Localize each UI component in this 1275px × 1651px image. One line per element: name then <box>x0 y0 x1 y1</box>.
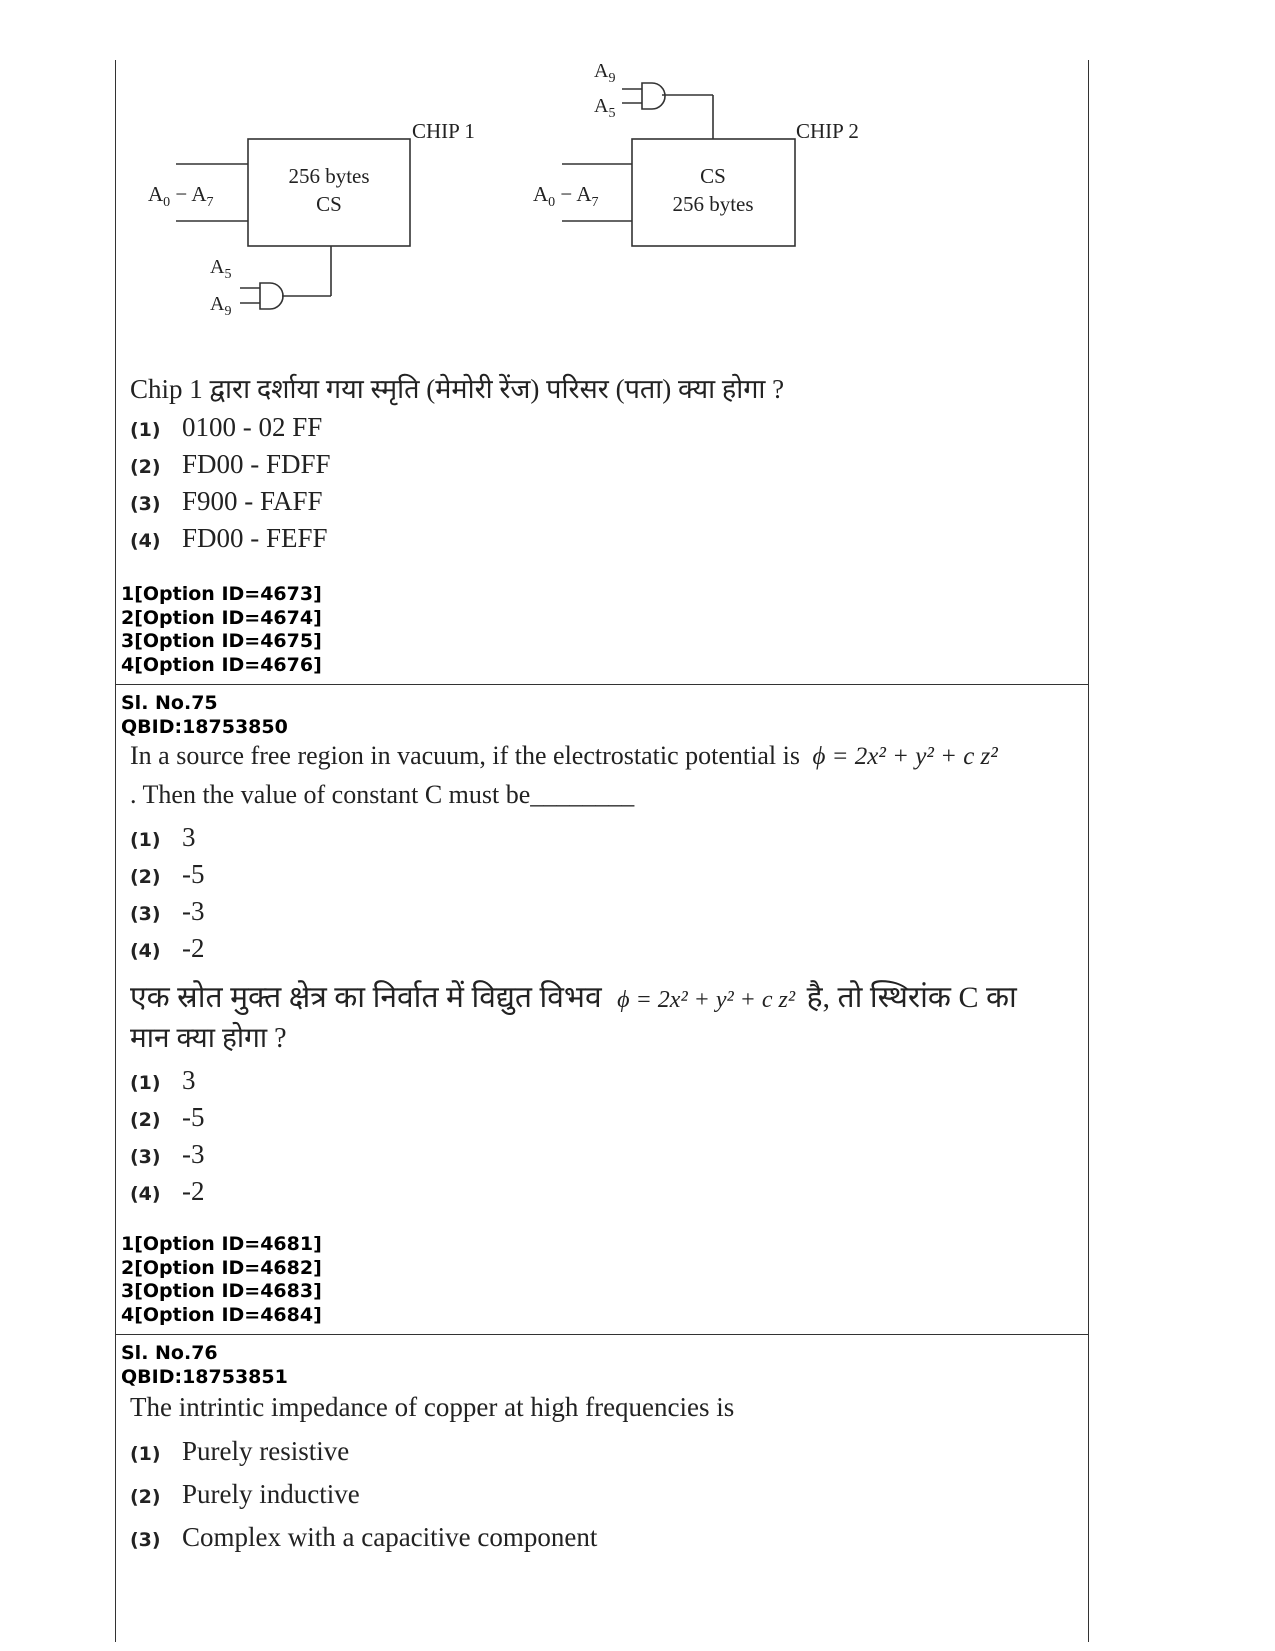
question-text-hindi: एक स्रोत मुक्त क्षेत्र का निर्वात में विद्युत विभव <box>130 981 602 1014</box>
option-text: -2 <box>182 1176 205 1206</box>
memory-chip-diagram <box>0 0 1275 340</box>
q75-hi-option-1[interactable] <box>130 1065 196 1096</box>
q76-option-1[interactable] <box>130 1436 349 1467</box>
option-number: (4) <box>130 530 161 552</box>
q75-option-1[interactable] <box>130 822 196 853</box>
chip1-size: 256 bytes <box>288 164 370 188</box>
option-number: (3) <box>130 1529 161 1551</box>
option-text: 3 <box>182 1065 196 1095</box>
chip1-address-label: $A_0 - A_7$ <box>148 182 214 210</box>
q75-option-3[interactable] <box>130 896 205 927</box>
option-text: -3 <box>182 1139 205 1169</box>
option-number: (2) <box>130 1486 161 1508</box>
option-number: (2) <box>130 866 161 888</box>
gate2-input-a5: $A_5$ <box>594 95 616 121</box>
q76-header <box>121 1341 288 1389</box>
and-gate-chip2 <box>642 83 665 109</box>
q75-question-hi-line1 <box>130 975 1017 1016</box>
option-id: 4[Option ID=4676] <box>121 653 322 676</box>
section-divider <box>115 1334 1089 1335</box>
option-number: (3) <box>130 493 161 515</box>
gate1-input-a9: $A_9$ <box>210 293 232 319</box>
option-number: (4) <box>130 1183 161 1205</box>
option-text: -2 <box>182 933 205 963</box>
section-divider <box>115 684 1089 685</box>
q74-option-2[interactable] <box>130 449 331 480</box>
option-id: 3[Option ID=4675] <box>121 630 322 652</box>
q76-option-3[interactable] <box>130 1522 597 1553</box>
option-number: (4) <box>130 940 161 962</box>
chip1-cs: CS <box>316 192 342 216</box>
q74-option-3[interactable] <box>130 486 323 517</box>
gate2-input-a9: $A_9$ <box>594 60 616 86</box>
q76-question-en: The intrintic impedance of copper at high frequencies is <box>130 1392 735 1422</box>
option-id: 3[Option ID=4683] <box>121 1280 322 1302</box>
qbid: QBID:18753850 <box>121 716 288 738</box>
chip2-address-label: $A_0 - A_7$ <box>533 182 599 210</box>
chip1-label: CHIP 1 <box>412 119 475 143</box>
option-number: (1) <box>130 419 161 441</box>
serial-number: Sl. No.75 <box>121 692 218 714</box>
q75-hi-option-2[interactable] <box>130 1102 205 1133</box>
option-number: (1) <box>130 1072 161 1094</box>
q74-option-ids <box>121 583 322 677</box>
chip2-cs: CS <box>700 164 726 188</box>
q75-question-hi-line2: मान क्या होगा ? <box>130 1023 287 1054</box>
option-text: 0100 - 02 FF <box>182 412 323 442</box>
question-text-hindi-cont: है, तो स्थिरांक C का <box>806 981 1017 1014</box>
and-gate-chip1 <box>260 283 283 309</box>
option-text: Purely resistive <box>182 1436 350 1466</box>
q75-option-ids <box>121 1233 322 1327</box>
option-number: (1) <box>130 1443 161 1465</box>
option-id: 1[Option ID=4681] <box>121 1233 322 1255</box>
gate1-input-a5: $A_5$ <box>210 256 232 282</box>
q75-option-2[interactable] <box>130 859 205 890</box>
option-number: (2) <box>130 456 161 478</box>
option-text: -5 <box>182 1102 205 1132</box>
qbid: QBID:18753851 <box>121 1366 288 1388</box>
chip2-label: CHIP 2 <box>796 119 859 143</box>
option-id: 1[Option ID=4673] <box>121 583 322 605</box>
option-text: FD00 - FDFF <box>182 449 331 479</box>
q75-hi-option-3[interactable] <box>130 1139 205 1170</box>
option-text: -3 <box>182 896 205 926</box>
serial-number: Sl. No.76 <box>121 1342 218 1364</box>
q74-question-hindi: Chip 1 द्वारा दर्शाया गया स्मृति (मेमोरी रेंज) परिसर (पता) क्या होगा ? <box>130 374 785 404</box>
potential-formula-hindi: ϕ = 2x² + y² + c z² <box>617 987 796 1013</box>
option-text: Complex with a capacitive component <box>182 1522 598 1552</box>
q75-question-en-line2: . Then the value of constant C must be________ <box>130 780 635 809</box>
q75-option-4[interactable] <box>130 933 205 964</box>
option-id: 2[Option ID=4674] <box>121 606 322 629</box>
option-id: 4[Option ID=4684] <box>121 1303 322 1326</box>
q75-header <box>121 691 288 739</box>
q76-option-2[interactable] <box>130 1479 360 1510</box>
option-text: F900 - FAFF <box>182 486 323 516</box>
option-text: FD00 - FEFF <box>182 523 328 553</box>
option-id: 2[Option ID=4682] <box>121 1256 322 1279</box>
option-number: (3) <box>130 903 161 925</box>
q75-hi-option-4[interactable] <box>130 1176 205 1207</box>
q75-question-en-line1 <box>130 741 998 771</box>
question-text: In a source free region in vacuum, if the electrostatic potential is <box>130 741 800 770</box>
option-number: (1) <box>130 829 161 851</box>
option-text: 3 <box>182 822 196 852</box>
q74-option-1[interactable] <box>130 412 322 443</box>
option-number: (3) <box>130 1146 161 1168</box>
potential-formula: ϕ = 2x² + y² + c z² <box>812 743 998 770</box>
option-text: Purely inductive <box>182 1479 360 1509</box>
option-number: (2) <box>130 1109 161 1131</box>
option-text: -5 <box>182 859 205 889</box>
q74-option-4[interactable] <box>130 523 328 554</box>
chip2-size: 256 bytes <box>672 192 754 216</box>
